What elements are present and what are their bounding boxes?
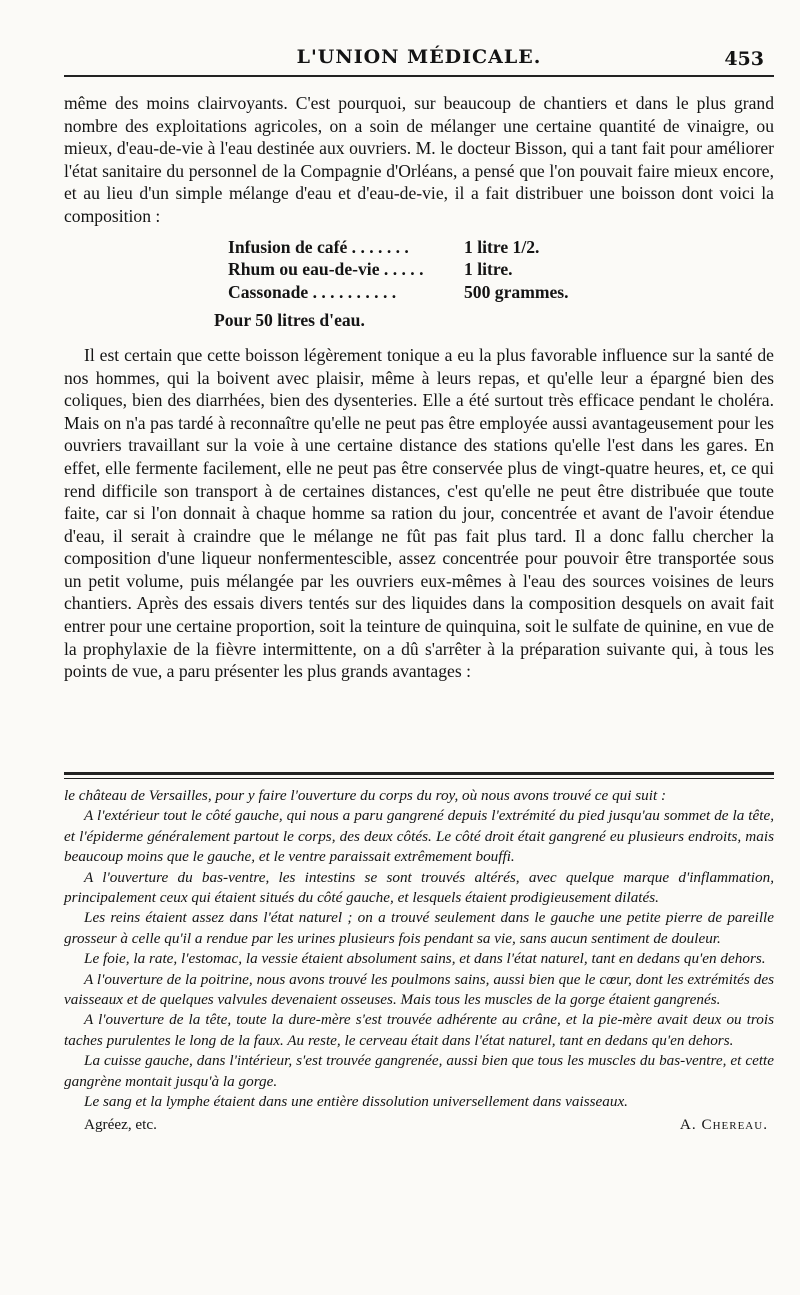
footnote-line: A l'ouverture de la tête, toute la dure-mère s'est trouvée adhérente au crâne, et la pie-mère avait deux ou trois taches purulentes le long de la faux. Au reste, le cerveau était dans l'état naturel, tant en dedans qu'en dehors. — [64, 1011, 774, 1049]
recipe-total: Pour 50 litres d'eau. — [214, 310, 365, 331]
footnote-line: La cuisse gauche, dans l'intérieur, s'est trouvée gangrenée, aussi bien que tous les muscles du bas-ventre, et cette gangrène montait jusqu'à la gorge. — [64, 1052, 774, 1090]
footnote-line: Le sang et la lymphe étaient dans une entière dissolution universellement dans vaisseaux. — [84, 1093, 628, 1111]
recipe-item: Rhum ou eau-de-vie . . . . . — [228, 259, 424, 280]
closing: Agréez, etc. — [84, 1115, 157, 1133]
running-title: L'UNION MÉDICALE. — [296, 46, 542, 68]
footnote-line: Le foie, la rate, l'estomac, la vessie étaient absolument sains, et dans l'état naturel, tant en dedans qu'en dehors. — [84, 950, 766, 968]
main-text — [64, 92, 774, 683]
recipe-quantity: 1 litre. — [464, 259, 513, 280]
footnote-line: A l'ouverture du bas-ventre, les intestins se sont trouvés altérés, avec quelque marque d'inflammation, principalement ceux qui étaient situés du côté gauche, et lesquels étaient prodigieusement dilatés. — [64, 868, 774, 907]
paragraph-2: Il est certain que cette boisson légèrement tonique a eu la plus favorable influence sur la santé de nos hommes, qui la boivent avec plaisir, même à leurs repas, et qu'elle leur a épargné bien des coliques, bien des diarrhées, bien des dysenteries. Elle a été surtout très efficace pendant le choléra. Mais on n'a pas tardé à reconnaître qu'elle ne peut pas être employée aussi avantageusement pour les ouvriers travaillant sur la voie à une certaine distance des stations qu'elle l'est dans les gares. En effet, elle fermente facilement, elle ne peut pas être conservée plus de vingt-quatre heures, et, ce qui rend difficile son transport à de certaines distances, c'est qu'elle ne peut être distribuée que toute faite, car si l'on donnait à chaque homme sa ration du jour, concentrée et avant de l'avoir étendue d'eau, il serait à craindre que le mélange ne fût pas fait plus tard. Il a donc fallu chercher la composition d'une liqueur nonfermentescible, assez concentrée pour pouvoir être transportée sous un petit volume, puis mélangée par les ouvriers eux-mêmes à l'eau des sources voisines de leurs chantiers. Après des essais divers tentés sur des liquides dans la composition desquels on avait fait entrer pour une certaine proportion, soit la teinture de quinquina, soit le sulfate de quinine, en vue de la prophylaxie de la fièvre intermittente, on a dû s'arrêter à la préparation suivante qui, à tous les points de vue, a paru présenter les plus grands avantages : — [64, 344, 774, 682]
footnote — [64, 786, 774, 1135]
recipe-item: Cassonade . . . . . . . . . . — [228, 281, 397, 302]
recipe-quantity: 1 litre 1/2. — [464, 236, 540, 257]
recipe-item: Infusion de café . . . . . . . — [228, 236, 409, 257]
signoff — [64, 1115, 774, 1135]
recipe-quantity: 500 grammes. — [464, 281, 569, 302]
recipe-row — [64, 236, 774, 259]
signature: A. Chereau. — [679, 1115, 768, 1133]
footnote-line: Les reins étaient assez dans l'état naturel ; on a trouvé seulement dans le gauche une petite pierre de pareille grosseur à celle qu'il a rendue par les urines plusieurs fois pendant sa vie, sans aucun sentiment de douleur. — [64, 909, 774, 947]
footnote-rule — [64, 772, 774, 779]
footnote-line: A l'ouverture de la poitrine, nous avons trouvé les poulmons sains, aussi bien que le cœur, dont les extrémités des vaisseaux et de quelques valvules devenaient osseuses. Mais tous les muscles de la gorge étaient gangrenés. — [64, 970, 774, 1009]
recipe-row — [64, 258, 774, 281]
paragraph-1: même des moins clairvoyants. C'est pourquoi, sur beaucoup de chantiers et dans le plus grand nombre des exploitations agricoles, on a soin de mélanger une certaine quantité de vinaigre, ou mieux, d'eau-de-vie à l'eau destinée aux ouvriers. M. le docteur Bisson, qui a tant fait pour améliorer l'état sanitaire du personnel de la Compagnie d'Orléans, a pensé que l'on pouvait faire mieux encore, et au lieu d'un simple mélange d'eau et d'eau-de-vie, il a fait distribuer une boisson dont voici la composition : — [64, 93, 774, 226]
footnote-line: A l'extérieur tout le côté gauche, qui nous a paru gangrené depuis l'extrémité du pied jusqu'au sommet de la tête, et l'épiderme généralement partout le corps, des deux côtés. Le côté droit était gangrené eu plusieurs endroits, mais beaucoup moins que le gauche, et le ventre paraissait extrêmement bouffi. — [64, 807, 774, 866]
header-rule — [64, 75, 774, 77]
running-header — [64, 0, 774, 70]
page-number: 453 — [724, 48, 764, 70]
footnote-line: le château de Versailles, pour y faire l'ouverture du corps du roy, où nous avons trouvé ce qui suit : — [64, 787, 667, 804]
recipe-row — [64, 281, 774, 304]
recipe-list — [64, 236, 774, 304]
